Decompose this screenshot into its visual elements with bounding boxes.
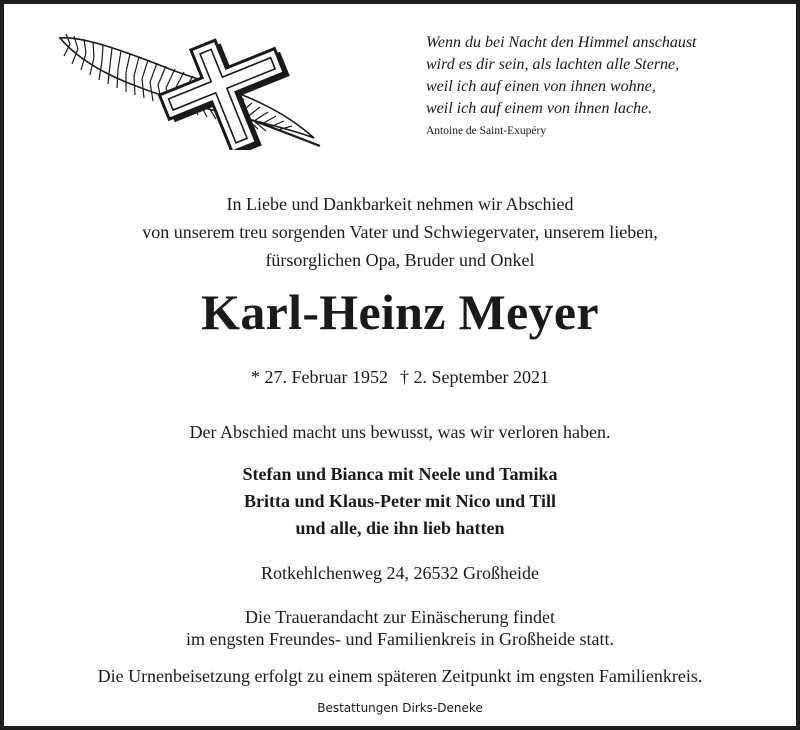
- cross-with-palm-frond-icon: [52, 30, 352, 150]
- life-dates: [0, 365, 800, 389]
- quote-author: Antoine de Saint-Exupéry: [426, 125, 547, 137]
- intro-line: von unserem treu sorgenden Vater und Schwiegervater, unserem lieben,: [142, 222, 658, 242]
- death-date: † 2. September 2021: [400, 367, 549, 387]
- deceased-name: Karl-Heinz Meyer: [201, 284, 599, 340]
- birth-date: * 27. Februar 1952: [251, 367, 388, 387]
- quote-line: Wenn du bei Nacht den Himmel anschaust: [426, 34, 697, 51]
- family-line: Stefan und Bianca mit Neele und Tamika: [242, 464, 558, 484]
- poem-quote: [426, 32, 786, 120]
- quote-line: wird es dir sein, als lachten alle Sterne,: [426, 56, 680, 73]
- intro-line: In Liebe und Dankbarkeit nehmen wir Abschied: [226, 194, 574, 214]
- intro-line: fürsorglichen Opa, Bruder und Onkel: [265, 250, 535, 270]
- quote-line: weil ich auf einem von ihnen lache.: [426, 100, 653, 117]
- intro-text: [0, 190, 800, 274]
- family-address: Rotkehlchenweg 24, 26532 Großheide: [261, 563, 539, 583]
- quote-line: weil ich auf einen von ihnen wohne,: [426, 78, 656, 95]
- family-line: Britta und Klaus-Peter mit Nico und Till: [243, 491, 557, 511]
- service-line: im engsten Freundes- und Familienkreis in Großheide statt.: [186, 629, 614, 649]
- memorial-service-info: [0, 606, 800, 650]
- family-signatures: [0, 461, 800, 542]
- undertaker-name: Bestattungen Dirks-Deneke: [317, 701, 483, 715]
- family-line: und alle, die ihn lieb hatten: [295, 518, 505, 538]
- urn-burial-info: Die Urnenbeisetzung erfolgt zu einem späteren Zeitpunkt im engsten Familienkreis.: [97, 666, 703, 686]
- motto-text: Der Abschied macht uns bewusst, was wir verloren haben.: [189, 422, 611, 442]
- service-line: Die Trauerandacht zur Einäscherung findet: [245, 607, 555, 627]
